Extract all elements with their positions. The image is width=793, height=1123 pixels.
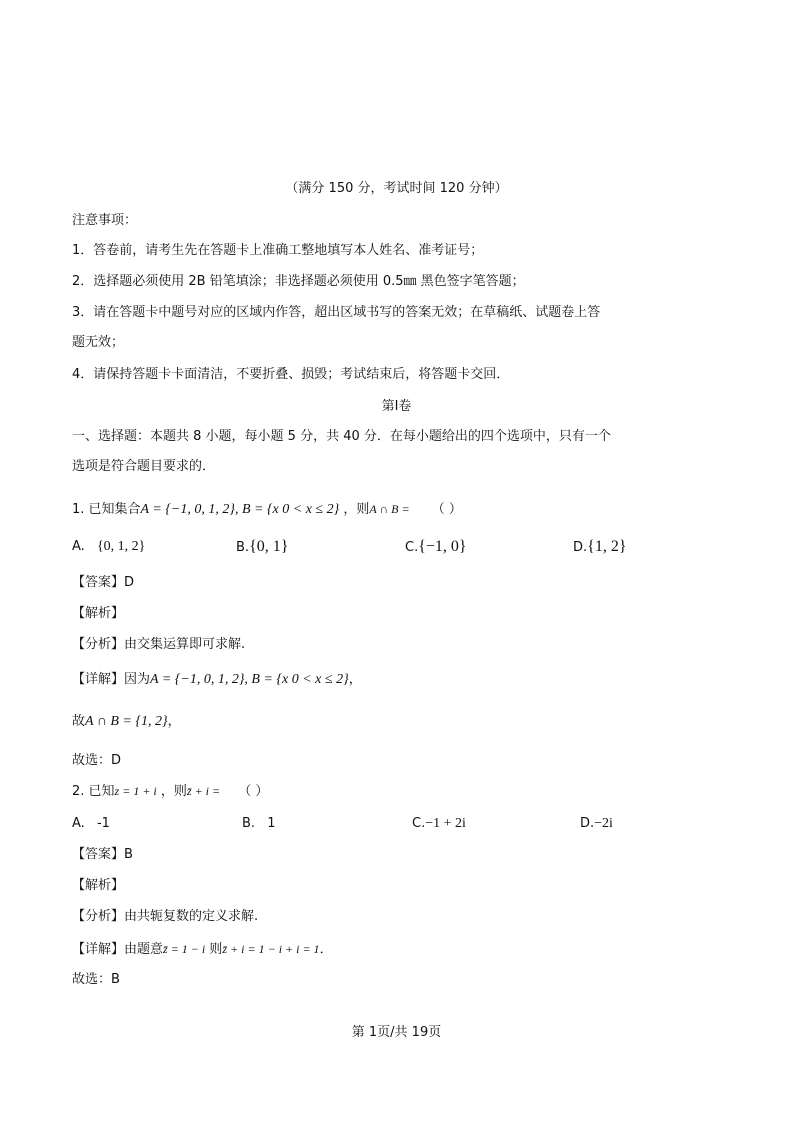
q2-detail-math1: z̄ = 1 − i — [163, 942, 206, 956]
q2-detail-text: 由题意 — [124, 942, 164, 957]
q1-so-math: A ∩ B = {1, 2} — [85, 714, 168, 729]
section-intro-line1: 一、选择题：本题共 8 小题，每小题 5 分，共 40 分．在每小题给出的四个选项中，只有一个 — [72, 429, 611, 444]
q1-option-b[interactable] — [236, 538, 288, 557]
q1-option-a[interactable] — [72, 538, 145, 556]
q2-option-a-value: -1 — [96, 816, 110, 831]
q2-detail-end: ． — [319, 942, 333, 957]
q2-answer: 【答案】B — [72, 847, 133, 862]
q1-option-c-value: {−1, 0} — [418, 538, 467, 555]
q1-so — [72, 713, 181, 731]
q1-detail-text: 因为 — [124, 672, 151, 687]
q1-detail-math: A = {−1, 0, 1, 2}, B = {x 0 < x ≤ 2} — [150, 672, 349, 687]
q1-option-b-value: {0, 1} — [249, 538, 289, 555]
q1-option-b-label: B. — [236, 540, 250, 555]
q1-stem — [72, 500, 462, 519]
q2-option-b-value: 1 — [267, 816, 276, 831]
notice-title: 注意事项： — [72, 213, 138, 228]
q1-set-b: , B = {x 0 < x ≤ 2} — [234, 502, 340, 517]
q1-set-a: A = {−1, 0, 1, 2} — [140, 502, 235, 517]
q1-paren: （ ） — [431, 502, 462, 517]
q2-detail-math2: z̄ + i = 1 − i + i = 1 — [222, 942, 320, 956]
q2-then: ，则 — [160, 784, 187, 799]
q1-choose: 故选：D — [72, 753, 122, 768]
q1-detail-end: ， — [348, 672, 362, 687]
q2-option-c-label: C. — [412, 816, 426, 831]
q1-analysis-title: 【解析】 — [72, 606, 125, 621]
q2-option-c-value: −1 + 2i — [425, 816, 466, 831]
q1-fenxi — [72, 636, 245, 654]
section-intro-line2: 选项是符合题目要求的． — [72, 459, 216, 474]
q1-fenxi-text: 由交集运算即可求解. — [124, 637, 246, 652]
q1-detail-label: 【详解】 — [72, 672, 125, 687]
q1-detail — [72, 671, 362, 689]
q2-fenxi-text: 由共轭复数的定义求解. — [124, 909, 259, 924]
q2-option-d-label: D. — [580, 816, 595, 831]
q1-option-d-value: {1, 2} — [587, 538, 627, 555]
q2-option-a[interactable] — [72, 815, 110, 833]
q2-fenxi — [72, 908, 258, 926]
q1-option-d-label: D. — [573, 540, 588, 555]
q2-prefix: 2. 已知 — [72, 784, 115, 799]
q2-eq: z = 1 + i — [114, 784, 157, 798]
q1-prefix: 1. 已知集合 — [72, 502, 141, 517]
q1-option-a-label: A. — [72, 539, 85, 554]
q1-answer: 【答案】D — [72, 575, 135, 590]
q1-then: ，则 — [343, 502, 370, 517]
q2-detail — [72, 940, 333, 959]
q2-analysis-title: 【解析】 — [72, 878, 125, 893]
q1-expr: A ∩ B = — [369, 502, 410, 516]
q2-option-c[interactable] — [412, 815, 466, 833]
notice-item-4: 4．请保持答题卡卡面清洁，不要折叠、损毁；考试结束后，将答题卡交回． — [72, 367, 510, 382]
q2-detail-then: 则 — [209, 942, 223, 957]
q1-option-c-label: C. — [405, 540, 419, 555]
q2-option-d-value: −2i — [594, 816, 613, 831]
q1-so-end: ， — [167, 714, 181, 729]
notice-item-1: 1．答卷前，请考生先在答题卡上准确工整地填写本人姓名、准考证号； — [72, 243, 484, 258]
q2-expr: z̄ + i = — [186, 784, 221, 798]
notice-item-2: 2．选择题必须使用 2B 铅笔填涂；非选择题必须使用 0.5㎜ 黑色签字笔答题； — [72, 274, 525, 289]
q2-detail-label: 【详解】 — [72, 942, 125, 957]
q2-fenxi-label: 【分析】 — [72, 909, 125, 924]
notice-item-3-cont: 题无效； — [72, 335, 125, 350]
q1-so-text: 故 — [72, 714, 86, 729]
exam-subtitle: （满分 150 分，考试时间 120 分钟） — [285, 181, 508, 196]
q2-option-b-label: B. — [242, 816, 256, 831]
q2-option-a-label: A. — [72, 816, 85, 831]
notice-item-3: 3．请在答题卡中题号对应的区域内作答，超出区域书写的答案无效；在草稿纸、试题卷上答 — [72, 305, 601, 320]
q2-paren: （ ） — [238, 784, 269, 799]
q2-choose: 故选：B — [72, 972, 120, 987]
q2-option-b[interactable] — [242, 815, 275, 833]
q1-option-c[interactable] — [405, 538, 467, 557]
section-title: 第Ⅰ卷 — [381, 399, 412, 414]
q1-fenxi-label: 【分析】 — [72, 637, 125, 652]
q1-option-a-value: {0, 1, 2} — [96, 539, 146, 554]
q2-stem — [72, 782, 268, 801]
q2-option-d[interactable] — [580, 815, 613, 833]
q1-option-d[interactable] — [573, 538, 627, 557]
page-footer: 第 1页/共 19页 — [351, 1025, 442, 1040]
